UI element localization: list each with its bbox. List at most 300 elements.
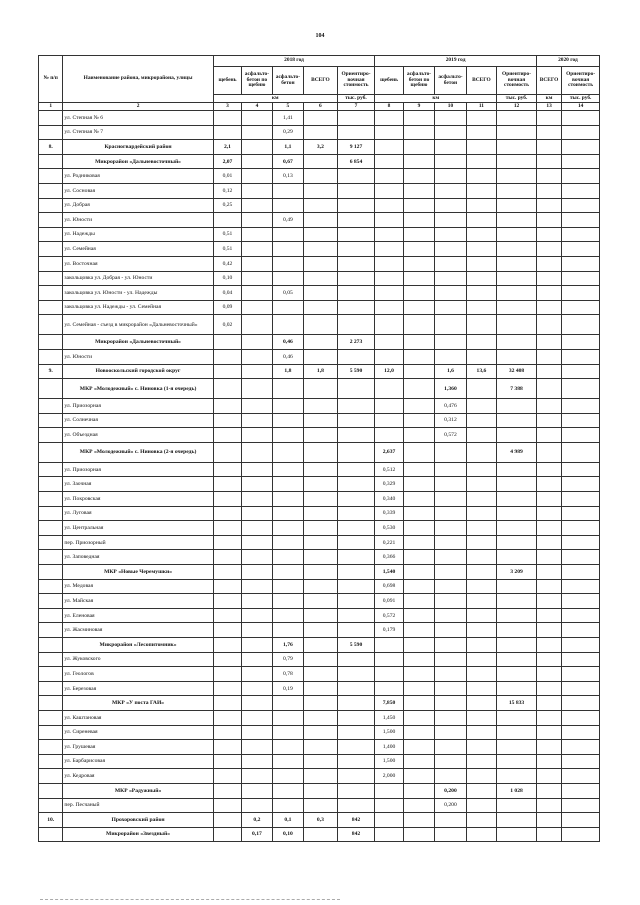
row-value: 3 209 — [497, 565, 537, 580]
row-value — [403, 428, 434, 443]
row-value — [435, 638, 466, 653]
row-value — [242, 550, 272, 565]
row-value — [466, 813, 496, 828]
row-value — [242, 227, 272, 242]
table-row — [39, 379, 600, 399]
row-value — [497, 169, 537, 184]
row-value — [337, 300, 375, 315]
row-value — [403, 242, 434, 257]
row-value — [466, 315, 496, 335]
row-name: МКР «Молодежный» с. Ниновка (1-я очередь) — [63, 379, 213, 399]
row-value — [304, 300, 338, 315]
row-value — [536, 492, 561, 507]
row-value — [242, 271, 272, 286]
row-name: ул. Каштановая — [63, 710, 213, 725]
row-value — [242, 379, 272, 399]
row-value — [562, 140, 600, 155]
row-value — [304, 111, 338, 126]
row-name: ул. Сиреневая — [63, 725, 213, 740]
row-number — [39, 696, 63, 711]
row-value — [536, 783, 561, 798]
table-row — [39, 535, 600, 550]
row-value — [466, 242, 496, 257]
row-value — [536, 364, 561, 379]
row-value — [497, 638, 537, 653]
row-number — [39, 623, 63, 638]
row-value — [403, 623, 434, 638]
table-row — [39, 623, 600, 638]
row-value — [213, 492, 241, 507]
row-value — [242, 638, 272, 653]
row-value — [242, 667, 272, 682]
row-value — [337, 379, 375, 399]
row-value: 0,51 — [213, 242, 241, 257]
row-number — [39, 198, 63, 213]
row-value — [435, 506, 466, 521]
row-value: 1,450 — [375, 710, 403, 725]
row-value: 1,6 — [435, 364, 466, 379]
table-row — [39, 364, 600, 379]
row-value — [562, 349, 600, 364]
row-value — [536, 169, 561, 184]
row-value — [562, 442, 600, 462]
header-no: № п/п — [39, 56, 63, 103]
row-value — [435, 198, 466, 213]
row-value — [435, 521, 466, 536]
row-value — [375, 198, 403, 213]
row-value — [337, 535, 375, 550]
row-value — [242, 154, 272, 169]
row-value — [562, 608, 600, 623]
row-value — [337, 652, 375, 667]
row-name: Новооскольский городской округ — [63, 364, 213, 379]
row-name: ул. Родниковая — [63, 169, 213, 184]
row-value — [304, 256, 338, 271]
table-row — [39, 125, 600, 140]
row-value — [213, 813, 241, 828]
row-value — [536, 623, 561, 638]
row-value — [403, 710, 434, 725]
header-2020-col: ВСЕГО — [536, 67, 561, 95]
column-number: 7 — [337, 103, 375, 111]
row-value — [536, 111, 561, 126]
row-name: Микрорайон «Лесопитомник» — [63, 638, 213, 653]
row-value: 0,79 — [272, 652, 303, 667]
row-value — [272, 754, 303, 769]
row-value — [536, 725, 561, 740]
row-value — [337, 428, 375, 443]
row-value — [403, 579, 434, 594]
row-value: 0,17 — [242, 827, 272, 842]
row-name: закольцовка ул. Надежды - ул. Семейная — [63, 300, 213, 315]
row-value: 2,637 — [375, 442, 403, 462]
row-value — [403, 315, 434, 335]
row-value — [403, 213, 434, 228]
column-number: 8 — [375, 103, 403, 111]
row-value: 0,2 — [242, 813, 272, 828]
row-value — [497, 300, 537, 315]
table-row — [39, 477, 600, 492]
row-value — [304, 477, 338, 492]
row-value — [272, 725, 303, 740]
row-value: 0,339 — [375, 506, 403, 521]
row-value — [304, 213, 338, 228]
table-row — [39, 286, 600, 301]
row-name: ул. Сосновая — [63, 183, 213, 198]
row-value — [562, 428, 600, 443]
row-value — [272, 579, 303, 594]
table-row — [39, 565, 600, 580]
row-number — [39, 315, 63, 335]
row-value — [562, 111, 600, 126]
row-value — [497, 740, 537, 755]
row-value — [435, 696, 466, 711]
row-value — [466, 227, 496, 242]
row-value — [304, 710, 338, 725]
row-value — [375, 227, 403, 242]
column-number: 9 — [403, 103, 434, 111]
row-value — [435, 256, 466, 271]
row-value — [272, 183, 303, 198]
row-value — [242, 315, 272, 335]
row-value — [466, 198, 496, 213]
row-value — [272, 242, 303, 257]
row-value — [466, 183, 496, 198]
row-value — [242, 428, 272, 443]
row-value — [304, 783, 338, 798]
row-value — [536, 506, 561, 521]
row-value — [213, 550, 241, 565]
row-value — [213, 740, 241, 755]
row-value — [466, 442, 496, 462]
row-name: ул. Майская — [63, 594, 213, 609]
column-number: 4 — [242, 103, 272, 111]
row-name: ул. Покровская — [63, 492, 213, 507]
row-value — [466, 256, 496, 271]
header-unit-rub: тыс. руб. — [497, 95, 537, 103]
row-value — [562, 242, 600, 257]
table-row — [39, 638, 600, 653]
row-value — [562, 579, 600, 594]
table-row — [39, 462, 600, 477]
row-value — [403, 462, 434, 477]
row-value — [242, 364, 272, 379]
row-value — [272, 550, 303, 565]
row-value — [435, 125, 466, 140]
row-value — [562, 740, 600, 755]
row-value — [403, 111, 434, 126]
row-number — [39, 608, 63, 623]
row-value — [337, 349, 375, 364]
row-value — [435, 154, 466, 169]
row-value — [536, 521, 561, 536]
row-value — [536, 300, 561, 315]
row-value — [304, 271, 338, 286]
row-value — [435, 725, 466, 740]
row-value — [213, 638, 241, 653]
row-value — [562, 198, 600, 213]
row-value: 0,12 — [213, 183, 241, 198]
row-value — [403, 364, 434, 379]
row-value — [242, 579, 272, 594]
table-row — [39, 111, 600, 126]
table-row — [39, 271, 600, 286]
row-value — [435, 169, 466, 184]
row-value — [497, 154, 537, 169]
row-value: 0,512 — [375, 462, 403, 477]
table-row — [39, 681, 600, 696]
row-value — [497, 798, 537, 813]
row-value — [536, 286, 561, 301]
row-value — [337, 506, 375, 521]
row-value — [536, 413, 561, 428]
row-value — [272, 462, 303, 477]
table-row — [39, 550, 600, 565]
row-value — [466, 725, 496, 740]
row-value: 0,78 — [272, 667, 303, 682]
row-value — [304, 565, 338, 580]
row-value: 2,000 — [375, 769, 403, 784]
row-value — [242, 413, 272, 428]
row-value — [497, 413, 537, 428]
row-value — [375, 154, 403, 169]
row-value — [304, 550, 338, 565]
row-value — [562, 315, 600, 335]
row-value — [497, 492, 537, 507]
row-value: 12,0 — [375, 364, 403, 379]
row-value — [562, 725, 600, 740]
row-value — [304, 579, 338, 594]
row-value: 1,8 — [304, 364, 338, 379]
row-value — [403, 477, 434, 492]
header-unit-km: км — [375, 95, 497, 103]
row-value — [497, 506, 537, 521]
row-value — [304, 227, 338, 242]
row-value — [375, 111, 403, 126]
row-value — [536, 594, 561, 609]
row-value — [403, 827, 434, 842]
header-unit-rub: тыс. руб. — [562, 95, 600, 103]
row-value — [536, 710, 561, 725]
row-value — [536, 379, 561, 399]
header-2019-col: асфальто-бетон — [435, 67, 466, 95]
row-value — [435, 813, 466, 828]
row-value: 0,46 — [272, 335, 303, 350]
row-value — [466, 769, 496, 784]
row-value — [497, 462, 537, 477]
row-value — [337, 550, 375, 565]
row-number — [39, 413, 63, 428]
table-row — [39, 256, 600, 271]
row-number — [39, 169, 63, 184]
row-name: ул. Барбарисовая — [63, 754, 213, 769]
table-row — [39, 492, 600, 507]
row-value — [403, 652, 434, 667]
row-value — [466, 111, 496, 126]
row-value — [562, 813, 600, 828]
row-value — [562, 710, 600, 725]
header-2018-col: асфальто-бетон по щебню — [242, 67, 272, 95]
table-row — [39, 594, 600, 609]
row-value — [304, 594, 338, 609]
row-value — [304, 125, 338, 140]
row-name: МКР «Новые Черемушки» — [63, 565, 213, 580]
row-value: 32 408 — [497, 364, 537, 379]
row-value — [435, 550, 466, 565]
row-number — [39, 349, 63, 364]
row-value — [435, 769, 466, 784]
row-name: ул. Луговая — [63, 506, 213, 521]
row-number — [39, 783, 63, 798]
row-number: 8. — [39, 140, 63, 155]
row-value — [213, 696, 241, 711]
row-value — [466, 154, 496, 169]
row-value — [242, 681, 272, 696]
row-value — [242, 125, 272, 140]
row-value — [272, 769, 303, 784]
row-value — [304, 681, 338, 696]
row-value — [466, 535, 496, 550]
row-value — [562, 477, 600, 492]
row-value — [562, 300, 600, 315]
row-number — [39, 681, 63, 696]
row-name: Красногвардейский район — [63, 140, 213, 155]
row-value: 5 590 — [337, 638, 375, 653]
row-name: МКР «У поста ГАИ» — [63, 696, 213, 711]
row-name: ул. Объездная — [63, 428, 213, 443]
row-value — [304, 535, 338, 550]
row-value — [213, 769, 241, 784]
row-value — [272, 413, 303, 428]
column-number: 6 — [304, 103, 338, 111]
row-value: 0,09 — [213, 300, 241, 315]
row-value — [497, 183, 537, 198]
row-number — [39, 183, 63, 198]
row-value — [213, 213, 241, 228]
row-number — [39, 798, 63, 813]
row-value — [375, 652, 403, 667]
row-value: 0,179 — [375, 623, 403, 638]
row-value — [466, 413, 496, 428]
row-value — [497, 242, 537, 257]
row-value — [242, 169, 272, 184]
row-value — [337, 125, 375, 140]
row-value — [272, 227, 303, 242]
row-value — [466, 638, 496, 653]
row-value — [403, 754, 434, 769]
row-name: МКР «Молодежный» с. Ниновка (2-я очередь) — [63, 442, 213, 462]
row-value — [242, 477, 272, 492]
row-value — [272, 428, 303, 443]
row-value — [497, 349, 537, 364]
row-value — [337, 169, 375, 184]
header-2018-col: щебень — [213, 67, 241, 95]
row-value — [375, 399, 403, 414]
table-row — [39, 798, 600, 813]
row-name: ул. Надежды — [63, 227, 213, 242]
row-value — [466, 623, 496, 638]
row-value — [536, 462, 561, 477]
row-value — [337, 242, 375, 257]
row-value — [242, 140, 272, 155]
header-year-2018: 2018 год — [213, 56, 375, 67]
row-value — [304, 154, 338, 169]
table-row — [39, 506, 600, 521]
row-name: ул. Березовая — [63, 681, 213, 696]
row-number — [39, 506, 63, 521]
row-value — [213, 521, 241, 536]
row-name: закольцовка ул. Юности - ул. Надежды — [63, 286, 213, 301]
row-value — [337, 271, 375, 286]
row-value — [242, 725, 272, 740]
row-value — [375, 183, 403, 198]
row-value: 0,200 — [435, 798, 466, 813]
row-value — [213, 565, 241, 580]
row-value — [242, 594, 272, 609]
row-value: 0,42 — [213, 256, 241, 271]
row-value — [435, 271, 466, 286]
row-value — [242, 300, 272, 315]
row-value — [497, 227, 537, 242]
row-value — [272, 271, 303, 286]
row-value — [466, 667, 496, 682]
row-value — [213, 477, 241, 492]
row-value — [536, 550, 561, 565]
row-value — [337, 725, 375, 740]
row-number — [39, 154, 63, 169]
row-value: 0,67 — [272, 154, 303, 169]
row-value — [242, 213, 272, 228]
row-value — [304, 667, 338, 682]
row-value — [497, 710, 537, 725]
row-number — [39, 125, 63, 140]
row-value — [536, 565, 561, 580]
row-value — [272, 198, 303, 213]
row-value — [403, 256, 434, 271]
table-row — [39, 827, 600, 842]
row-value: 0,340 — [375, 492, 403, 507]
row-value: 3,2 — [304, 140, 338, 155]
row-value — [466, 477, 496, 492]
row-number — [39, 652, 63, 667]
row-value — [497, 213, 537, 228]
row-value — [466, 286, 496, 301]
row-value — [435, 565, 466, 580]
row-value — [304, 725, 338, 740]
row-value: 7,850 — [375, 696, 403, 711]
row-number — [39, 242, 63, 257]
table-row — [39, 140, 600, 155]
row-value — [497, 535, 537, 550]
row-value — [435, 754, 466, 769]
row-value — [375, 286, 403, 301]
row-value — [562, 462, 600, 477]
row-value — [466, 798, 496, 813]
row-number: 9. — [39, 364, 63, 379]
row-value — [435, 349, 466, 364]
row-value — [375, 140, 403, 155]
row-value — [435, 667, 466, 682]
row-number — [39, 335, 63, 350]
row-value — [304, 335, 338, 350]
row-value — [403, 725, 434, 740]
column-number: 13 — [536, 103, 561, 111]
row-value — [435, 462, 466, 477]
row-value — [466, 462, 496, 477]
row-value — [337, 579, 375, 594]
row-value — [242, 798, 272, 813]
row-value — [536, 769, 561, 784]
